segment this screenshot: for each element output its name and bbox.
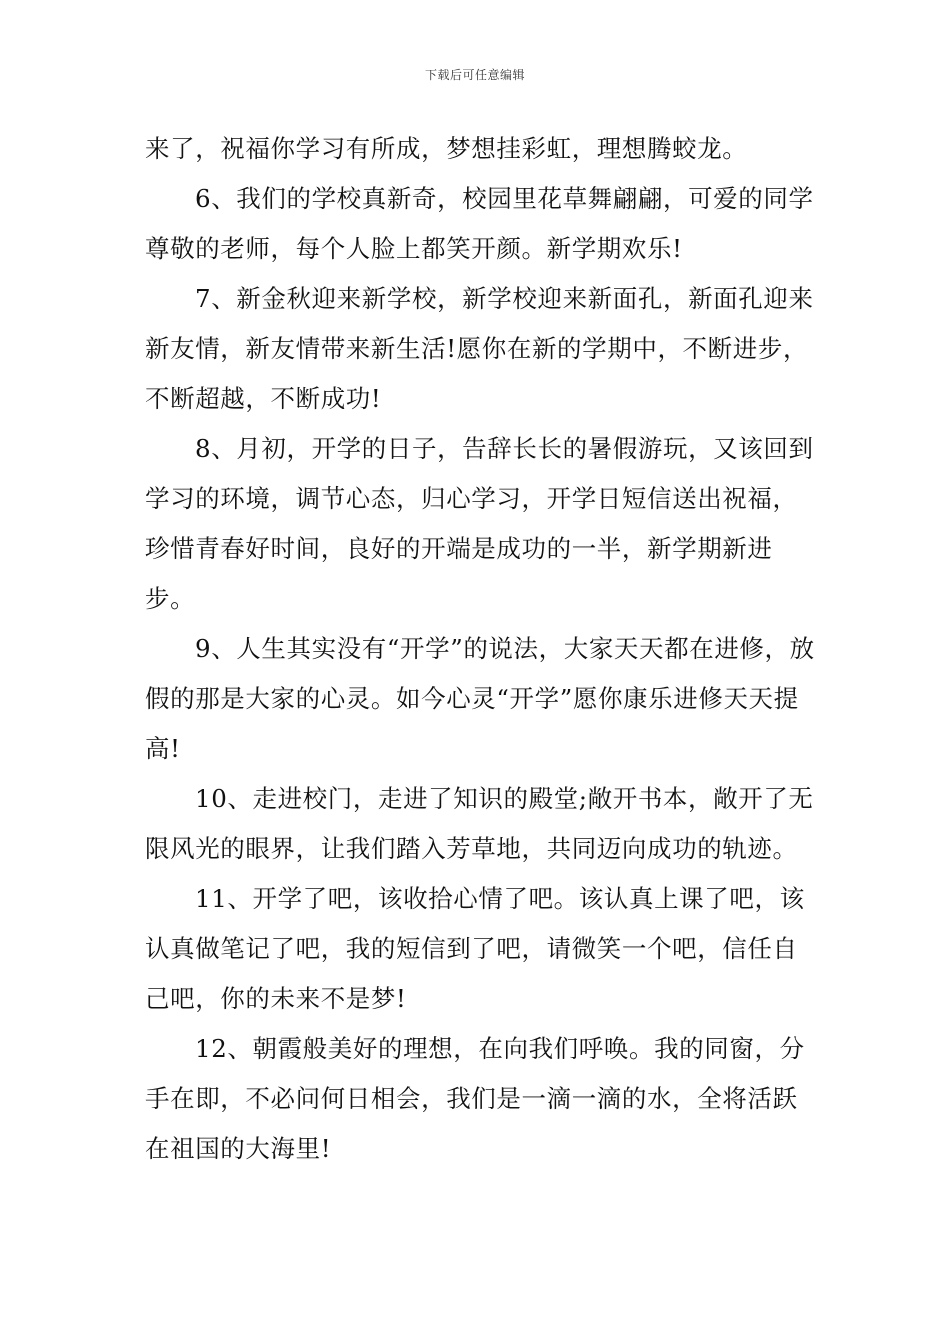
paragraph-9: 9、人生其实没有“开学”的说法，大家天天都在进修，放假的那是大家的心灵。如今心灵“开学”愿你康乐进修天天提高! xyxy=(145,634,815,763)
page-header: 下载后可任意编辑 xyxy=(424,68,525,82)
paragraph-8: 8、月初，开学的日子，告辞长长的暑假游玩，又该回到学习的环境，调节心态，归心学习，开学日短信送出祝福，珍惜青春好时间，良好的开端是成功的一半，新学期新进步。 xyxy=(145,434,814,613)
paragraph-10: 10、走进校门，走进了知识的殿堂;敞开书本，敞开了无限风光的眼界，让我们踏入芳草地，共同迈向成功的轨迹。 xyxy=(145,784,814,863)
paragraph-6: 6、我们的学校真新奇，校园里花草舞翩翩，可爱的同学尊敬的老师，每个人脸上都笑开颜。新学期欢乐! xyxy=(145,184,814,263)
paragraph-continuation: 来了，祝福你学习有所成，梦想挂彩虹，理想腾蛟龙。 xyxy=(145,134,748,163)
paragraph-7: 7、新金秋迎来新学校，新学校迎来新面孔，新面孔迎来新友情，新友情带来新生活!愿你在新的学期中，不断进步，不断超越，不断成功! xyxy=(145,284,814,413)
paragraph-11: 11、开学了吧，该收拾心情了吧。该认真上课了吧，该认真做笔记了吧，我的短信到了吧，请微笑一个吧，信任自己吧，你的未来不是梦! xyxy=(145,884,805,1013)
paragraph-12: 12、朝霞般美好的理想，在向我们呼唤。我的同窗，分手在即，不必问何日相会，我们是一滴一滴的水，全将活跃在祖国的大海里! xyxy=(145,1034,805,1163)
document-body xyxy=(145,124,815,1174)
